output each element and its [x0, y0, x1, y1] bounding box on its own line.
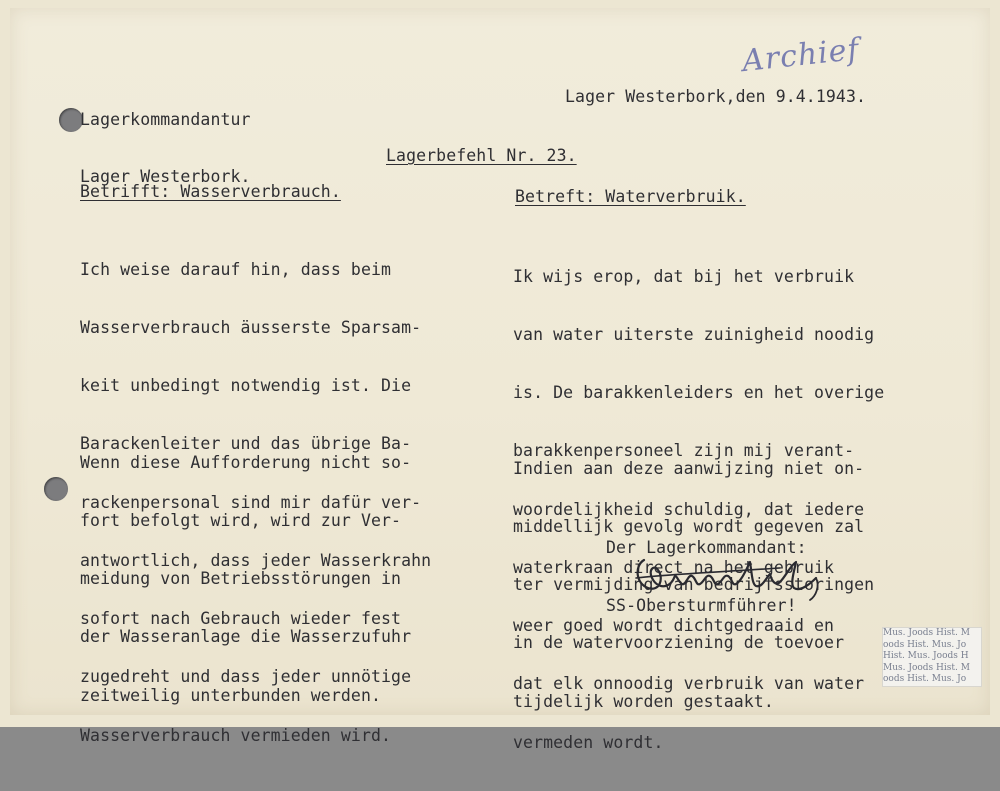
text-line: woordelijkheid schuldig, dat iedere	[513, 499, 865, 519]
text-line: Indien aan deze aanwijzing niet on-	[513, 458, 865, 478]
dutch-subject: Betreft: Waterverbruik.	[515, 187, 746, 206]
stamp-line: oods Hist. Mus. Jo	[883, 674, 967, 684]
text-line: fort befolgt wird, wird zur Ver-	[80, 511, 402, 531]
text-line: ter vermijding van bedrijfsstoringen	[513, 575, 875, 595]
text-line: middellijk gevolg wordt gegeven zal	[513, 517, 865, 537]
sender-line-1: Lagerkommandantur	[80, 110, 251, 129]
stamp-line: Mus. Joods Hist. M	[883, 662, 970, 673]
german-subject: Betrifft: Wasserverbrauch.	[80, 182, 341, 201]
text-line: vermeden wordt.	[513, 732, 664, 752]
stamp-line: Hist. Mus. Joods H	[883, 651, 969, 661]
text-line: in de watervoorziening de toevoer	[513, 633, 845, 653]
text-line: Ich weise darauf hin, dass beim	[80, 259, 392, 279]
text-line: Wenn diese Aufforderung nicht so-	[80, 452, 412, 472]
text-line: barakkenpersoneel zijn mij verant-	[513, 441, 855, 461]
order-title: Lagerbefehl Nr. 23.	[386, 146, 577, 165]
text-line: antwortlich, dass jeder Wasserkrahn	[80, 550, 432, 570]
museum-stamp	[882, 627, 982, 687]
text-line: der Wasseranlage die Wasserzufuhr	[80, 627, 412, 647]
text-line: meidung von Betriebsstörungen in	[80, 569, 402, 589]
text-line: waterkraan direct na het gebruik	[513, 557, 835, 577]
text-line: Ik wijs erop, dat bij het verbruik	[513, 266, 855, 286]
text-line: is. De barakkenleiders en het overige	[513, 383, 885, 403]
text-line: van water uiterste zuinigheid noodig	[513, 325, 875, 345]
text-line: Wasserverbrauch vermieden wird.	[80, 725, 392, 745]
sender-line-2: Lager Westerbork.	[80, 167, 251, 186]
stamp-line: Mus. Joods Hist. M	[883, 628, 970, 638]
stamp-line: oods Hist. Mus. Jo	[883, 639, 967, 650]
punch-hole-bottom	[44, 477, 68, 501]
sender-block	[80, 72, 251, 224]
text-line: tijdelijk worden gestaakt.	[513, 691, 774, 711]
text-line: Wasserverbrauch äusserste Sparsam-	[80, 318, 422, 338]
text-line: sofort nach Gebrauch wieder fest	[80, 609, 402, 629]
place-date: Lager Westerbork,den 9.4.1943.	[565, 87, 867, 106]
text-line: weer goed wordt dichtgedraaid en	[513, 616, 835, 636]
text-line: dat elk onnoodig verbruik van water	[513, 674, 865, 694]
signatory-title: Der Lagerkommandant:	[606, 538, 807, 557]
text-line: rackenpersonal sind mir dafür ver-	[80, 492, 422, 512]
text-line: zeitweilig unterbunden werden.	[80, 685, 382, 705]
german-paragraph-2	[80, 414, 411, 744]
text-line: keit unbedingt notwendig ist. Die	[80, 376, 412, 396]
signatory-rank: SS-Obersturmführer!	[606, 596, 797, 615]
text-line: Barackenleiter und das übrige Ba-	[80, 434, 412, 454]
archive-pencil-mark: Archief	[740, 31, 862, 80]
text-line: zugedreht und dass jeder unnötige	[80, 667, 412, 687]
